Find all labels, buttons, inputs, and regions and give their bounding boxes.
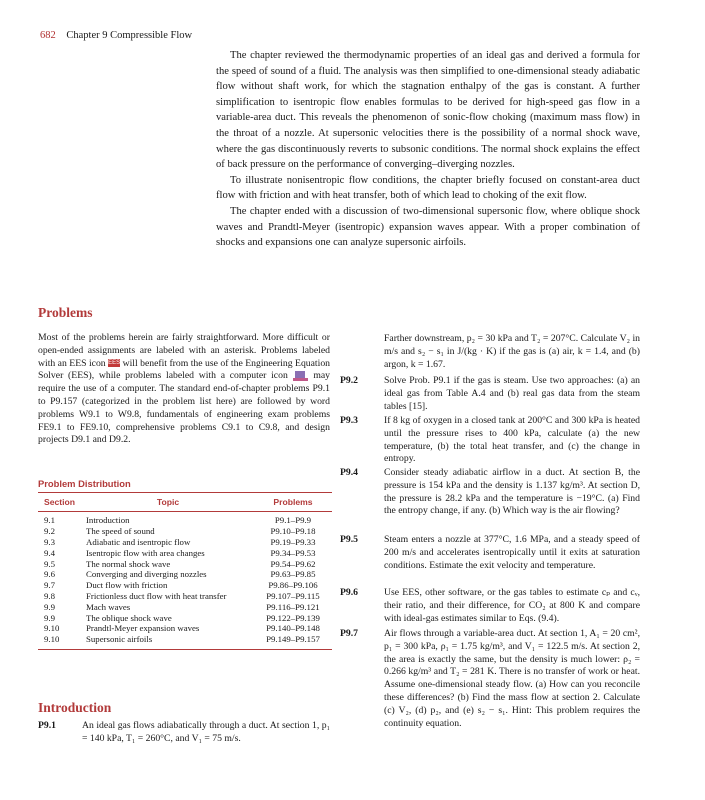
chapter-title: Chapter 9 Compressible Flow xyxy=(66,30,193,41)
table-header: Section Topic Problems xyxy=(38,492,332,512)
problem-text: An ideal gas flows adiabatically through a duct. At section 1, p₁ = 140 kPa, T₁ = 260°C, and V₁ = 75 m/s. xyxy=(82,720,330,744)
problem-item xyxy=(340,628,640,730)
ees-icon: EES xyxy=(108,360,121,367)
table-bottom-rule xyxy=(38,649,332,650)
problem-item xyxy=(340,467,640,518)
table-row: 9.2 The speed of sound P9.10–P9.18 xyxy=(44,526,316,537)
distribution-title: Problem Distribution xyxy=(38,478,131,489)
table-row: 9.8 Frictionless duct flow with heat transfer P9.107–P9.115 xyxy=(44,590,320,601)
table-row: 9.9 The oblique shock wave P9.122–P9.139 xyxy=(44,612,320,623)
summary-paragraph: The chapter reviewed the thermodynamic properties of an ideal gas and derived a formula for the speed of sound of a fluid. The analysis was then simplified to one-dimensional steady adiabatic flow without shaft work, for which the stagnation enthalpy of the gas is constant. A further simplification to isentropic flow enables formulas to be derived for high-speed gas flow in a variable-area duct. This reveals the phenomenon of sonic-flow choking (maximum mass flow) in the throat of a nozzle. At supersonic velocities there is the possibility of a normal shock wave, where the gas discontinuously reverts to subsonic conditions. The normal shock explains the effect of back pressure on the performance of converging–diverging nozzles. xyxy=(216,50,640,171)
problem-number: P9.1 xyxy=(38,720,57,731)
problem-text: Solve Prob. P9.1 if the gas is steam. Use two approaches: (a) an ideal gas from Table A.4 and (b) real gas data from the steam tables [15]. xyxy=(384,375,640,412)
problem-item xyxy=(340,534,640,572)
problem-text: Consider steady adiabatic airflow in a duct. At section B, the pressure is 154 kPa and the density is 1.137 kg/m³. At section D, the pressure is 28.2 kPa and the temperature is −19°C. (a) Find the entropy change, if any. (b) Which way is the air flowing? xyxy=(384,467,640,517)
computer-icon xyxy=(293,371,309,381)
problem-text: If 8 kg of oxygen in a closed tank at 200°C and 300 kPa is heated until the pressure rises to 400 kPa, calculate (a) the new temperature, (b) the total heat transfer, and (c) the change in entropy. xyxy=(384,415,640,465)
problem-item xyxy=(340,333,640,371)
summary-paragraph: To illustrate nonisentropic flow conditions, the chapter briefly focused on constant-area duct flow with friction and with heat transfer, both of which lead to choking of the exit flow. xyxy=(216,174,640,202)
problem-item xyxy=(340,375,640,413)
problem-number: P9.6 xyxy=(340,587,359,598)
problem-number: P9.7 xyxy=(340,628,359,639)
problem-text: Air flows through a variable-area duct. At section 1, A₁ = 20 cm², p₁ = 300 kPa, ρ₁ = 1.75 kg/m³, and V₁ = 122.5 m/s. At section 2, the area is exactly the same, but the density is much lower: ρ₂ = 0.266 kg/m³ and T₂ = 281 K. There is no transfer of work or heat. Assume one-dimensional steady flow. (a) How can you reconcile these differences? (b) Find the mass flow at section 2. Calculate (c) V₂, (d) p₂, and (e) s₂ − s₁. Hint: This problem requires the continuity equation. xyxy=(384,628,640,729)
introduction-heading: Introduction xyxy=(38,700,112,715)
problem-number: P9.2 xyxy=(340,375,359,386)
table-row: 9.9 Mach waves P9.116–P9.121 xyxy=(44,601,320,612)
problem-number: P9.3 xyxy=(340,415,359,426)
problem-item xyxy=(340,587,640,625)
summary-paragraph: The chapter ended with a discussion of two-dimensional supersonic flow, where oblique shock waves and Prandtl-Meyer (isentropic) expansion waves appear. With a proper combination of shocks and expansions one can analyze supersonic airfoils. xyxy=(216,205,640,249)
table-row: 9.3 Adiabatic and isentropic flow P9.19–P9.33 xyxy=(44,536,316,547)
table-row: 9.10 Prandtl-Meyer expansion waves P9.140–P9.148 xyxy=(44,623,320,634)
page-number: 682 xyxy=(40,30,56,41)
table-row: 9.1 Introduction P9.1–P9.9 xyxy=(44,515,312,526)
chapter-summary xyxy=(216,48,640,251)
problem-text: Use EES, other software, or the gas tables to estimate cₚ and cᵥ, their ratio, and their difference, for CO₂ at 800 K and compare with ideal-gas estimates similar to Eqs. (9.4). xyxy=(384,587,640,624)
table-row: 9.6 Converging and diverging nozzles P9.63–P9.85 xyxy=(44,569,316,580)
problems-intro: Most of the problems herein are fairly straightforward. More difficult or open-ended assignments are labeled with an asterisk. Problems labeled with an EES icon EES will benefit from the use of the Engineering Equation Solver (EES), while problems labeled with a computer icon may require the use of a computer. The standard end-of-chapter problems P9.1 to P9.157 (categorized in the problem list here) are followed by word problems W9.1 to W9.8, fundamentals of engineering exam problems FE9.1 to FE9.10, comprehensive problems C9.1 to C9.8, and design projects D9.1 and D9.2. xyxy=(38,332,331,446)
problems-heading: Problems xyxy=(38,305,93,320)
page-header xyxy=(40,30,192,41)
problem-text: Farther downstream, p₂ = 30 kPa and T₂ = 207°C. Calculate V₂ in m/s and s₂ − s₁ in J/(kg · K) if the gas is (a) air, k = 1.4, and (b) argon, k = 1.67. xyxy=(384,333,640,370)
problem-item xyxy=(38,720,330,746)
problem-number: P9.5 xyxy=(340,534,359,545)
table-row: 9.5 The normal shock wave P9.54–P9.62 xyxy=(44,558,316,569)
table-row: 9.7 Duct flow with friction P9.86–P9.106 xyxy=(44,580,318,591)
distribution-table xyxy=(38,492,332,650)
table-row: 9.10 Supersonic airfoils P9.149–P9.157 xyxy=(44,634,320,645)
problem-text: Steam enters a nozzle at 377°C, 1.6 MPa, and a steady speed of 200 m/s and accelerates isentropically until it exits at saturation conditions. Estimate the exit velocity and temperature. xyxy=(384,534,640,571)
problem-item xyxy=(340,415,640,466)
problem-number: P9.4 xyxy=(340,467,359,478)
table-row: 9.4 Isentropic flow with area changes P9.34–P9.53 xyxy=(44,547,316,558)
